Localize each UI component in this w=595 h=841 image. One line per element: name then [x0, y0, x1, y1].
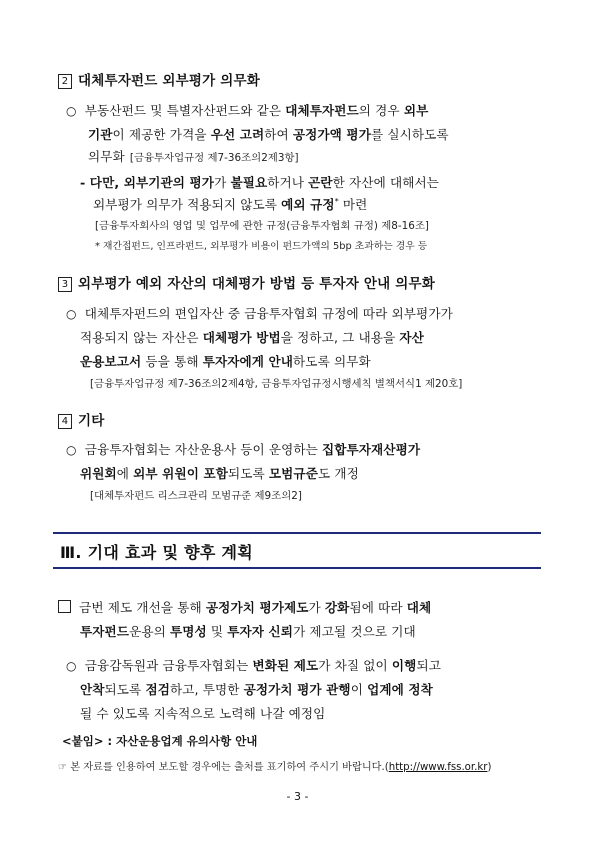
bold-run: 투자자 신뢰: [227, 624, 294, 639]
text-run: 및: [206, 624, 228, 639]
text-run: 한 자산에 대해서는: [332, 175, 440, 190]
square-bullet-icon: [58, 600, 71, 613]
bullet-circle-icon: ○: [66, 307, 77, 321]
text-run: 가 제고될 것으로 기대: [293, 624, 416, 639]
text-run: 되도록: [104, 682, 146, 697]
bold-run: 집합투자재산평가: [322, 442, 421, 457]
bold-run: 위원회: [80, 466, 117, 481]
bold-run: - 다만,: [80, 175, 124, 190]
bold-run: 투명성: [169, 624, 207, 639]
text-run: 에: [116, 466, 134, 481]
text-run: 하여: [264, 127, 293, 142]
bullet-circle-icon: ○: [66, 104, 77, 118]
text-run: 하거나: [267, 175, 309, 190]
text-run: 이: [350, 682, 368, 697]
section-2-heading: [58, 69, 260, 89]
sec2-bullet-1-line-1: [66, 100, 428, 119]
text-run: 가 차질 없이: [318, 658, 392, 673]
text-run: 금번 제도 개선을 통해: [79, 600, 206, 615]
footer-citation-note: [58, 758, 491, 773]
sec3-bullet-line-3: [80, 351, 371, 370]
text-run: 의 경우: [358, 103, 404, 118]
sec2-footnote: * 재간접펀드, 인프라펀드, 외부평가 비용이 펀드가액의 5bp 초과하는 경우 등: [95, 241, 428, 252]
bold-run: 자산: [399, 330, 424, 345]
text-run: 되고: [416, 658, 441, 673]
bold-run: 안착: [80, 682, 105, 697]
section-3-title: 외부평가 예외 자산의 대체평가 방법 등 투자자 안내 의무화: [78, 276, 435, 292]
sec3-bullet-line-2: [80, 327, 424, 346]
sec5-para-1-line-1: [58, 597, 431, 616]
bold-run: 강화: [324, 600, 350, 615]
text-run: 금융감독원과 금융투자협회는: [84, 658, 253, 673]
bold-run: 업계에 정착: [367, 682, 433, 697]
sec2-reference: [금융투자회사의 영업 및 업무에 관한 규정(금융투자협회 규정) 제8-16조]: [95, 220, 429, 232]
bold-run: 공정가치 평가제도: [205, 600, 309, 615]
sec2-dash-line-2: [93, 194, 367, 213]
pointing-hand-icon: ☞: [58, 762, 67, 773]
text-run: 마련: [338, 197, 368, 212]
section-2-title: 대체투자펀드 외부평가 의무화: [78, 73, 260, 89]
sec2-bullet-1-line-3: [88, 146, 299, 165]
sec3-bullet-line-1: [66, 303, 453, 322]
text-run: 가: [214, 175, 231, 190]
bold-run: 예외 규정: [281, 197, 335, 212]
bold-run: 대체평가 방법: [202, 330, 281, 345]
sec2-bullet-1-line-2: [88, 124, 449, 143]
sec4-bullet-line-1: [66, 439, 420, 458]
section-3-roman-title: Ⅲ. 기대 효과 및 향후 계획: [60, 543, 253, 562]
text-run: 외부평가 의무가 적용되지 않도록: [93, 197, 282, 212]
bullet-circle-icon: ○: [66, 659, 77, 673]
text-run: 의무화: [88, 149, 125, 164]
sec4-reference: [대체투자펀드 리스크관리 모범규준 제9조의2]: [90, 490, 302, 502]
sec5-para-2-line-1: [66, 655, 441, 674]
section-number-box: 2: [58, 74, 72, 89]
sec5-para-2-line-2: [80, 679, 433, 698]
section-number-box: 3: [58, 277, 72, 292]
text-run: 하고, 투명한: [169, 682, 244, 697]
bold-run: 외부 위원이 포함: [133, 466, 228, 481]
reference-citation: [금융투자업규정 제7-36조의2제3항]: [129, 152, 299, 164]
text-run: 하도록 의무화: [293, 354, 371, 369]
bold-run: 점검: [145, 682, 170, 697]
text-run: 가: [308, 600, 325, 615]
text-run: 를 실시하도록: [370, 127, 449, 142]
text-run: 등을 통해: [141, 354, 203, 369]
bold-run: 곤란: [308, 175, 333, 190]
bold-run: 공정가치 평가 관행: [243, 682, 351, 697]
bold-run: 공정가액 평가: [292, 127, 371, 142]
bold-run: 투자펀드: [80, 624, 130, 639]
text-run: 도 개정: [317, 466, 359, 481]
text-run: 운용의: [129, 624, 170, 639]
bold-run: 대체투자펀드: [285, 103, 359, 118]
bold-run: 이행: [391, 658, 417, 673]
text-run: 부동산펀드 및 특별자산펀드와 같은: [84, 103, 286, 118]
text-run: 적용되지 않는 자산은: [80, 330, 203, 345]
bold-run: 외부기관의 평가: [123, 175, 215, 190]
bold-run: 운용보고서: [80, 354, 142, 369]
bullet-circle-icon: ○: [66, 443, 77, 457]
text-run: 금융투자협회는 자산운용사 등이 운영하는: [84, 442, 322, 457]
attachment-label: <붙임> : 자산운용업계 유의사항 안내: [62, 734, 258, 748]
section-4-title: 기타: [78, 413, 105, 429]
sec3-reference: [금융투자업규정 제7-36조의2제4항, 금융투자업규정시행세칙 별책서식1 제20호]: [90, 378, 463, 390]
section-number-box: 4: [58, 414, 72, 429]
section-4-heading: [58, 409, 104, 429]
footer-text: 본 자료를 인용하여 보도할 경우에는 출처를 표기하여 주시기 바랍니다.(: [70, 762, 389, 773]
footnote-marker: *: [334, 196, 339, 206]
bold-run: 외부: [403, 103, 429, 118]
bold-run: 불필요: [230, 175, 268, 190]
page-number: - 3 -: [286, 790, 309, 803]
bold-run: 모범규준: [268, 466, 318, 481]
text-run: 됨에 따라: [349, 600, 407, 615]
sec5-para-1-line-2: [80, 621, 416, 640]
bold-run: 대체: [406, 600, 432, 615]
sec4-bullet-line-2: [80, 463, 359, 482]
sec2-dash-line-1: [80, 172, 439, 191]
text-run: 대체투자펀드의 편입자산 중 금융투자협회 규정에 따라 외부평가가: [84, 306, 453, 321]
text-run: 을 정하고, 그 내용을: [280, 330, 400, 345]
bold-run: 기관: [88, 127, 113, 142]
footer-url-link[interactable]: http://www.fss.or.kr: [388, 762, 488, 773]
section-band-top-rule: [53, 532, 541, 534]
text-run: 되도록: [228, 466, 269, 481]
text-run: 이 제공한 가격을: [112, 127, 211, 142]
section-band-bottom-rule: [53, 567, 541, 569]
bold-run: 투자자에게 안내: [202, 354, 294, 369]
section-3-heading: [58, 272, 435, 292]
sec5-para-2-line-3: 될 수 있도록 지속적으로 노력해 나갈 예정임: [80, 706, 326, 721]
footer-text: ): [487, 762, 492, 773]
bold-run: 변화된 제도: [252, 658, 319, 673]
bold-run: 우선 고려: [210, 127, 265, 142]
